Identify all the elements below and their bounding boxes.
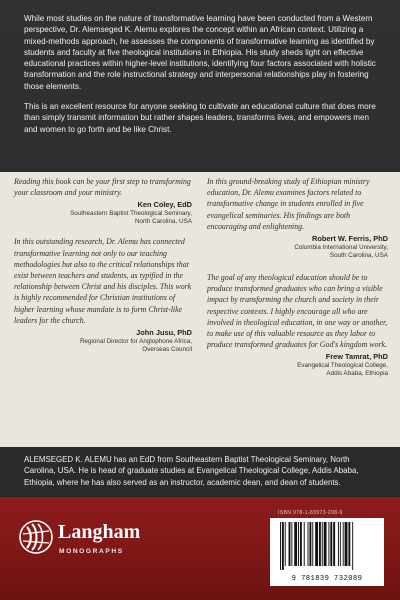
endorsement xyxy=(207,272,388,378)
barcode-bars xyxy=(278,522,376,570)
endorsement-quote: In this outstanding research, Dr. Alemu has connected transformative learning not only to our teaching methodologies but also to the critical relationships that exist between teachers and students, as typified in the relationship between Christ and his disciples. This work is highly recommended for Christian institutions of higher learning whose mandate is to form Christ-like leaders for the church. xyxy=(14,237,192,325)
endorser-location: Overseas Council xyxy=(142,346,192,354)
endorser-location: Addis Ababa, Ethiopia xyxy=(326,370,388,378)
endorser-name: John Jusu, PhD xyxy=(136,328,192,338)
endorsement xyxy=(14,176,192,226)
langham-globe-icon xyxy=(18,518,54,556)
endorsement xyxy=(14,236,192,354)
endorsement-quote: In this ground-breaking study of Ethiopian ministry education, Dr. Alemu examines factors related to transformative change in students enrolled in five evangelical seminaries. His findings are both encouraging and enlightening. xyxy=(207,177,370,231)
endorsement-attribution xyxy=(207,352,388,378)
barcode xyxy=(270,518,384,586)
endorsements-panel xyxy=(0,172,400,447)
endorsement xyxy=(207,176,388,260)
endorsement-quote: Reading this book can be your first step to transforming your classroom and your ministry. xyxy=(14,177,191,198)
endorser-affiliation: Columbia International University, xyxy=(294,244,388,252)
endorsement-quote: The goal of any theological education should be to produce transformed graduates who can bring a visible impact by transforming the church and society in their respective contexts. I highly encourage all who are involved in theological education, in one way or another, to make use of this valuable resource as they labor to produce transformed graduates for God's kingdom work. xyxy=(207,273,388,350)
endorsements-right-column xyxy=(207,176,388,388)
isbn-label: ISBN 978-1-83973-208-9 xyxy=(278,510,343,516)
endorser-location: South Carolina, USA xyxy=(329,252,388,260)
book-summary xyxy=(24,13,380,144)
barcode-number: 9 781839 732089 xyxy=(291,575,363,583)
endorser-affiliation: Southeastern Baptist Theological Seminary, xyxy=(70,210,192,218)
endorser-location: North Carolina, USA xyxy=(134,218,192,226)
author-bio: ALEMSEGED K. ALEMU has an EdD from Southeastern Baptist Theological Seminary, North Carolina, USA. He is head of graduate studies at Evangelical Theological College, Addis Ababa, Ethiopia, where he has also served as an instructor, academic dean, and dean of students. xyxy=(24,455,359,487)
publisher-logo xyxy=(18,518,168,578)
endorser-name: Robert W. Ferris, PhD xyxy=(312,234,388,244)
endorser-affiliation: Regional Director for Anglophone Africa, xyxy=(79,338,192,346)
endorser-affiliation: Evangelical Theological College, xyxy=(297,362,388,370)
endorsement-attribution xyxy=(14,328,192,354)
endorser-name: Frew Tamrat, PhD xyxy=(325,352,388,362)
publisher-series: MONOGRAPHS xyxy=(59,548,124,555)
publisher-name: Langham xyxy=(58,521,141,543)
endorsement-attribution xyxy=(207,234,388,260)
summary-paragraph-1: While most studies on the nature of transformative learning have been conducted from a Western perspective, Dr. Alemseged K. Alemu explores the concept within an African context. Utilizing a mixed-methods approach, he assesses the components of transformative learning as identified by students and faculty at five theological institutions in Ethiopia. His study sheds light on effective educational practices within higher-level institutions, identifying four factors associated with holistic transformation and the role instructional strategy and interpersonal relationships play in fostering those elements. xyxy=(24,14,376,91)
endorsements-left-column xyxy=(14,176,192,364)
endorsement-attribution xyxy=(14,200,192,226)
summary-paragraph-2: This is an excellent resource for anyone seeking to cultivate an educational culture that does more than simply transmit information but rather shapes leaders, transforms lives, and empowers men and women to go forth and be like Christ. xyxy=(24,102,376,134)
endorser-name: Ken Coley, EdD xyxy=(137,200,192,210)
